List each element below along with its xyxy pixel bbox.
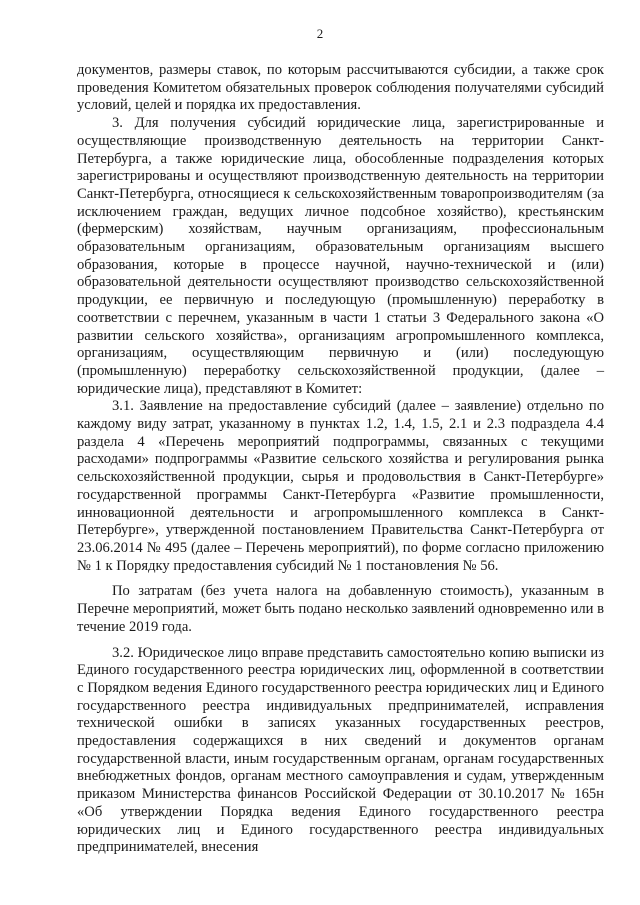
paragraph-expenses-note: По затратам (без учета налога на добавленную стоимость), указанным в Перечне мероприятий, может быть подано несколько заявлений одновременно или в течение 2019 года. <box>77 583 604 635</box>
document-body <box>77 62 604 857</box>
paragraph-clause-3-2: 3.2. Юридическое лицо вправе представить самостоятельно копию выписки из Единого государственного реестра юридических лиц, оформленной в соответствии с Порядком ведения Единого государственного реестра юридических лиц и Единого государственного реестра индивидуальных предпринимателей, исправления технической ошибки в записях указанных государственных реестров, предоставления содержащихся в них сведений и документов органам государственной власти, иным государственным органам, органам государственных внебюджетных фондов, органам местного самоуправления и судам, утвержденным приказом Министерства финансов Российской Федерации от 30.10.2017 № 165н «Об утверждении Порядка ведения Единого государственного реестра юридических лиц и Единого государственного реестра индивидуальных предпринимателей, внесения <box>77 644 604 856</box>
paragraph-continuation: документов, размеры ставок, по которым рассчитываются субсидии, а также срок проведения Комитетом обязательных проверок соблюдения получателями субсидий условий, целей и порядка их предоставления. <box>77 62 604 114</box>
paragraph-clause-3: 3. Для получения субсидий юридические лица, зарегистрированные и осуществляющие производственную деятельность на территории Санкт-Петербурга, а также юридические лица, обособленные подразделения которых зарегистрированы и осуществляют производственную деятельность на территории Санкт-Петербурга, относящиеся к сельскохозяйственным товаропроизводителям (за исключением граждан, ведущих личное подсобное хозяйство), крестьянским (фермерским) хозяйствам, научным организациям, профессиональным образовательным организациям, образовательным организациям высшего образования, которые в процессе научной, научно-технической и (или) образовательной деятельности осуществляют производство сельскохозяйственной продукции, ее первичную и последующую (промышленную) переработку в соответствии с перечнем, указанным в части 1 статьи 3 Федерального закона «О развитии сельского хозяйства», организациям агропромышленного комплекса, организациям, осуществляющим первичную и (или) последующую (промышленную) переработку сельскохозяйственной продукции, (далее – юридические лица), представляют в Комитет: <box>77 115 604 397</box>
page-number: 2 <box>316 26 324 41</box>
paragraph-clause-3-1: 3.1. Заявление на предоставление субсидий (далее – заявление) отдельно по каждому виду затрат, указанному в пунктах 1.2, 1.4, 1.5, 2.1 и 2.3 подраздела 4.4 раздела 4 «Перечень мероприятий подпрограммы, связанных с текущими расходами» подпрограммы «Развитие сельского хозяйства и регулирования рынка сельскохозяйственной продукции, сырья и продовольствия в Санкт-Петербурге» государственной программы Санкт-Петербурга «Развитие промышленности, инновационной деятельности и агропромышленного комплекса в Санкт-Петербурге», утвержденной постановлением Правительства Санкт-Петербурга от 23.06.2014 № 495 (далее – Перечень мероприятий), по форме согласно приложению № 1 к Порядку предоставления субсидий № 1 постановления № 56. <box>77 398 604 574</box>
